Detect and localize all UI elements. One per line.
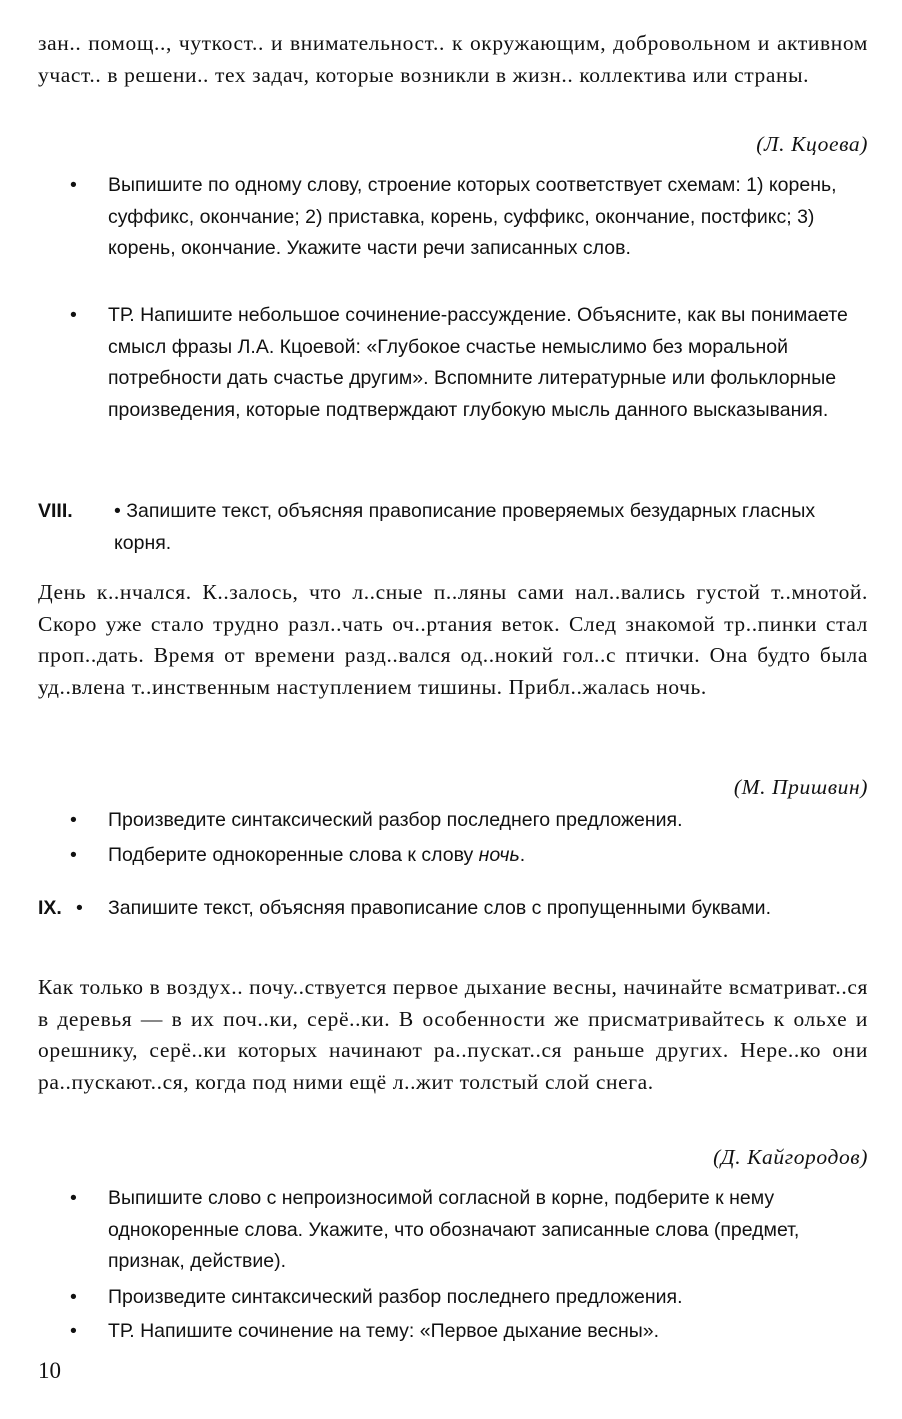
- bullet-icon: •: [70, 844, 77, 866]
- task-text: ТР. Напишите сочинение на тему: «Первое дыхание весны».: [108, 1320, 660, 1342]
- paragraph-kaygorodov: Как только в воздух.. почу..ствуется первое дыхание весны, начинайте всматриват..ся в деревья — в их поч..ки, серё..ки. В особенности же присматривайтесь к ольхе и орешнику, серё..ки которых начинают ра..пускат..ся раньше других. Нере..ко они ра..пускают..ся, когда под ними ещё л..жит толстый слой снега.: [38, 975, 868, 1094]
- page-number: 10: [38, 1358, 61, 1383]
- exercise-number: IX.: [38, 897, 62, 919]
- exercise-ix: [38, 893, 868, 925]
- task-text-pre: Подберите однокоренные слова к слову: [108, 844, 479, 866]
- task-text: Произведите синтаксический разбор последнего предложения.: [108, 1286, 683, 1308]
- author-kaygorodov: (Д. Кайгородов): [713, 1145, 868, 1169]
- task-text: Выпишите по одному слову, строение которых соответствует схемам: 1) корень, суффикс, окончание; 2) приставка, корень, суффикс, окончание, постфикс; 3) корень, окончание. Укажите части речи записанных слов.: [108, 174, 837, 259]
- bullet-icon: •: [70, 304, 77, 326]
- bullet-icon: •: [70, 1187, 77, 1209]
- task-bullet-unpronounced-consonant: [70, 1183, 868, 1278]
- task-word-noch: ночь: [478, 844, 520, 866]
- task-text: ТР. Напишите небольшое сочинение-рассуждение. Объясните, как вы понимаете смысл фразы Л.А. Кцоевой: «Глубокое счастье немыслимо без моральной потребности дать счастье другим». Вспомните литературные или фольклорные произведения, которые подтверждают глубокую мысль данного высказывания.: [108, 304, 848, 421]
- bullet-icon: •: [70, 1286, 77, 1308]
- bullet-icon: •: [70, 1320, 77, 1342]
- task-bullet-word-structure: [70, 170, 868, 265]
- task-bullet-cognates: [70, 840, 868, 872]
- task-bullet-essay: [70, 300, 868, 426]
- task-text: Выпишите слово с непроизносимой согласной в корне, подберите к нему однокоренные слова. Укажите, что обозначают записанные слова (предмет, признак, действие).: [108, 1187, 800, 1272]
- exercise-viii: [38, 496, 868, 559]
- task-bullet-syntax-2: [70, 1282, 868, 1314]
- task-text: Произведите синтаксический разбор последнего предложения.: [108, 809, 683, 831]
- exercise-instruction: • Запишите текст, объясняя правописание проверяемых безударных гласных корня.: [114, 500, 816, 554]
- task-bullet-essay-spring: [70, 1316, 868, 1348]
- paragraph-prishvin: День к..нчался. К..залось, что л..сные п..ляны сами нал..вались густой т..мнотой. Скоро уже стало трудно разл..чать оч..ртания веток. След знакомой тр..пинки стал проп..дать. Время от времени разд..вался од..нокий гол..с птички. Она будто была уд..влена т..инственным наступлением тишины. Прибл..жалась ночь.: [38, 580, 868, 699]
- author-prishvin: (М. Пришвин): [733, 775, 868, 799]
- paragraph-continuation: зан.. помощ.., чуткост.. и внимательност.. к окружающим, добровольном и активном участ.. в решени.. тех задач, которые возникли в жизн.. коллектива или страны.: [38, 31, 868, 87]
- author-kcoeva: (Л. Кцоева): [756, 132, 868, 156]
- task-text: [108, 840, 868, 872]
- task-bullet-syntax: [70, 805, 868, 837]
- exercise-number: VIII.: [38, 500, 73, 522]
- bullet-icon: •: [70, 174, 77, 196]
- bullet-icon: •: [70, 809, 77, 831]
- bullet-icon: •: [76, 897, 83, 919]
- task-text-post: .: [519, 844, 526, 866]
- exercise-instruction: Запишите текст, объясняя правописание слов с пропущенными буквами.: [108, 897, 771, 919]
